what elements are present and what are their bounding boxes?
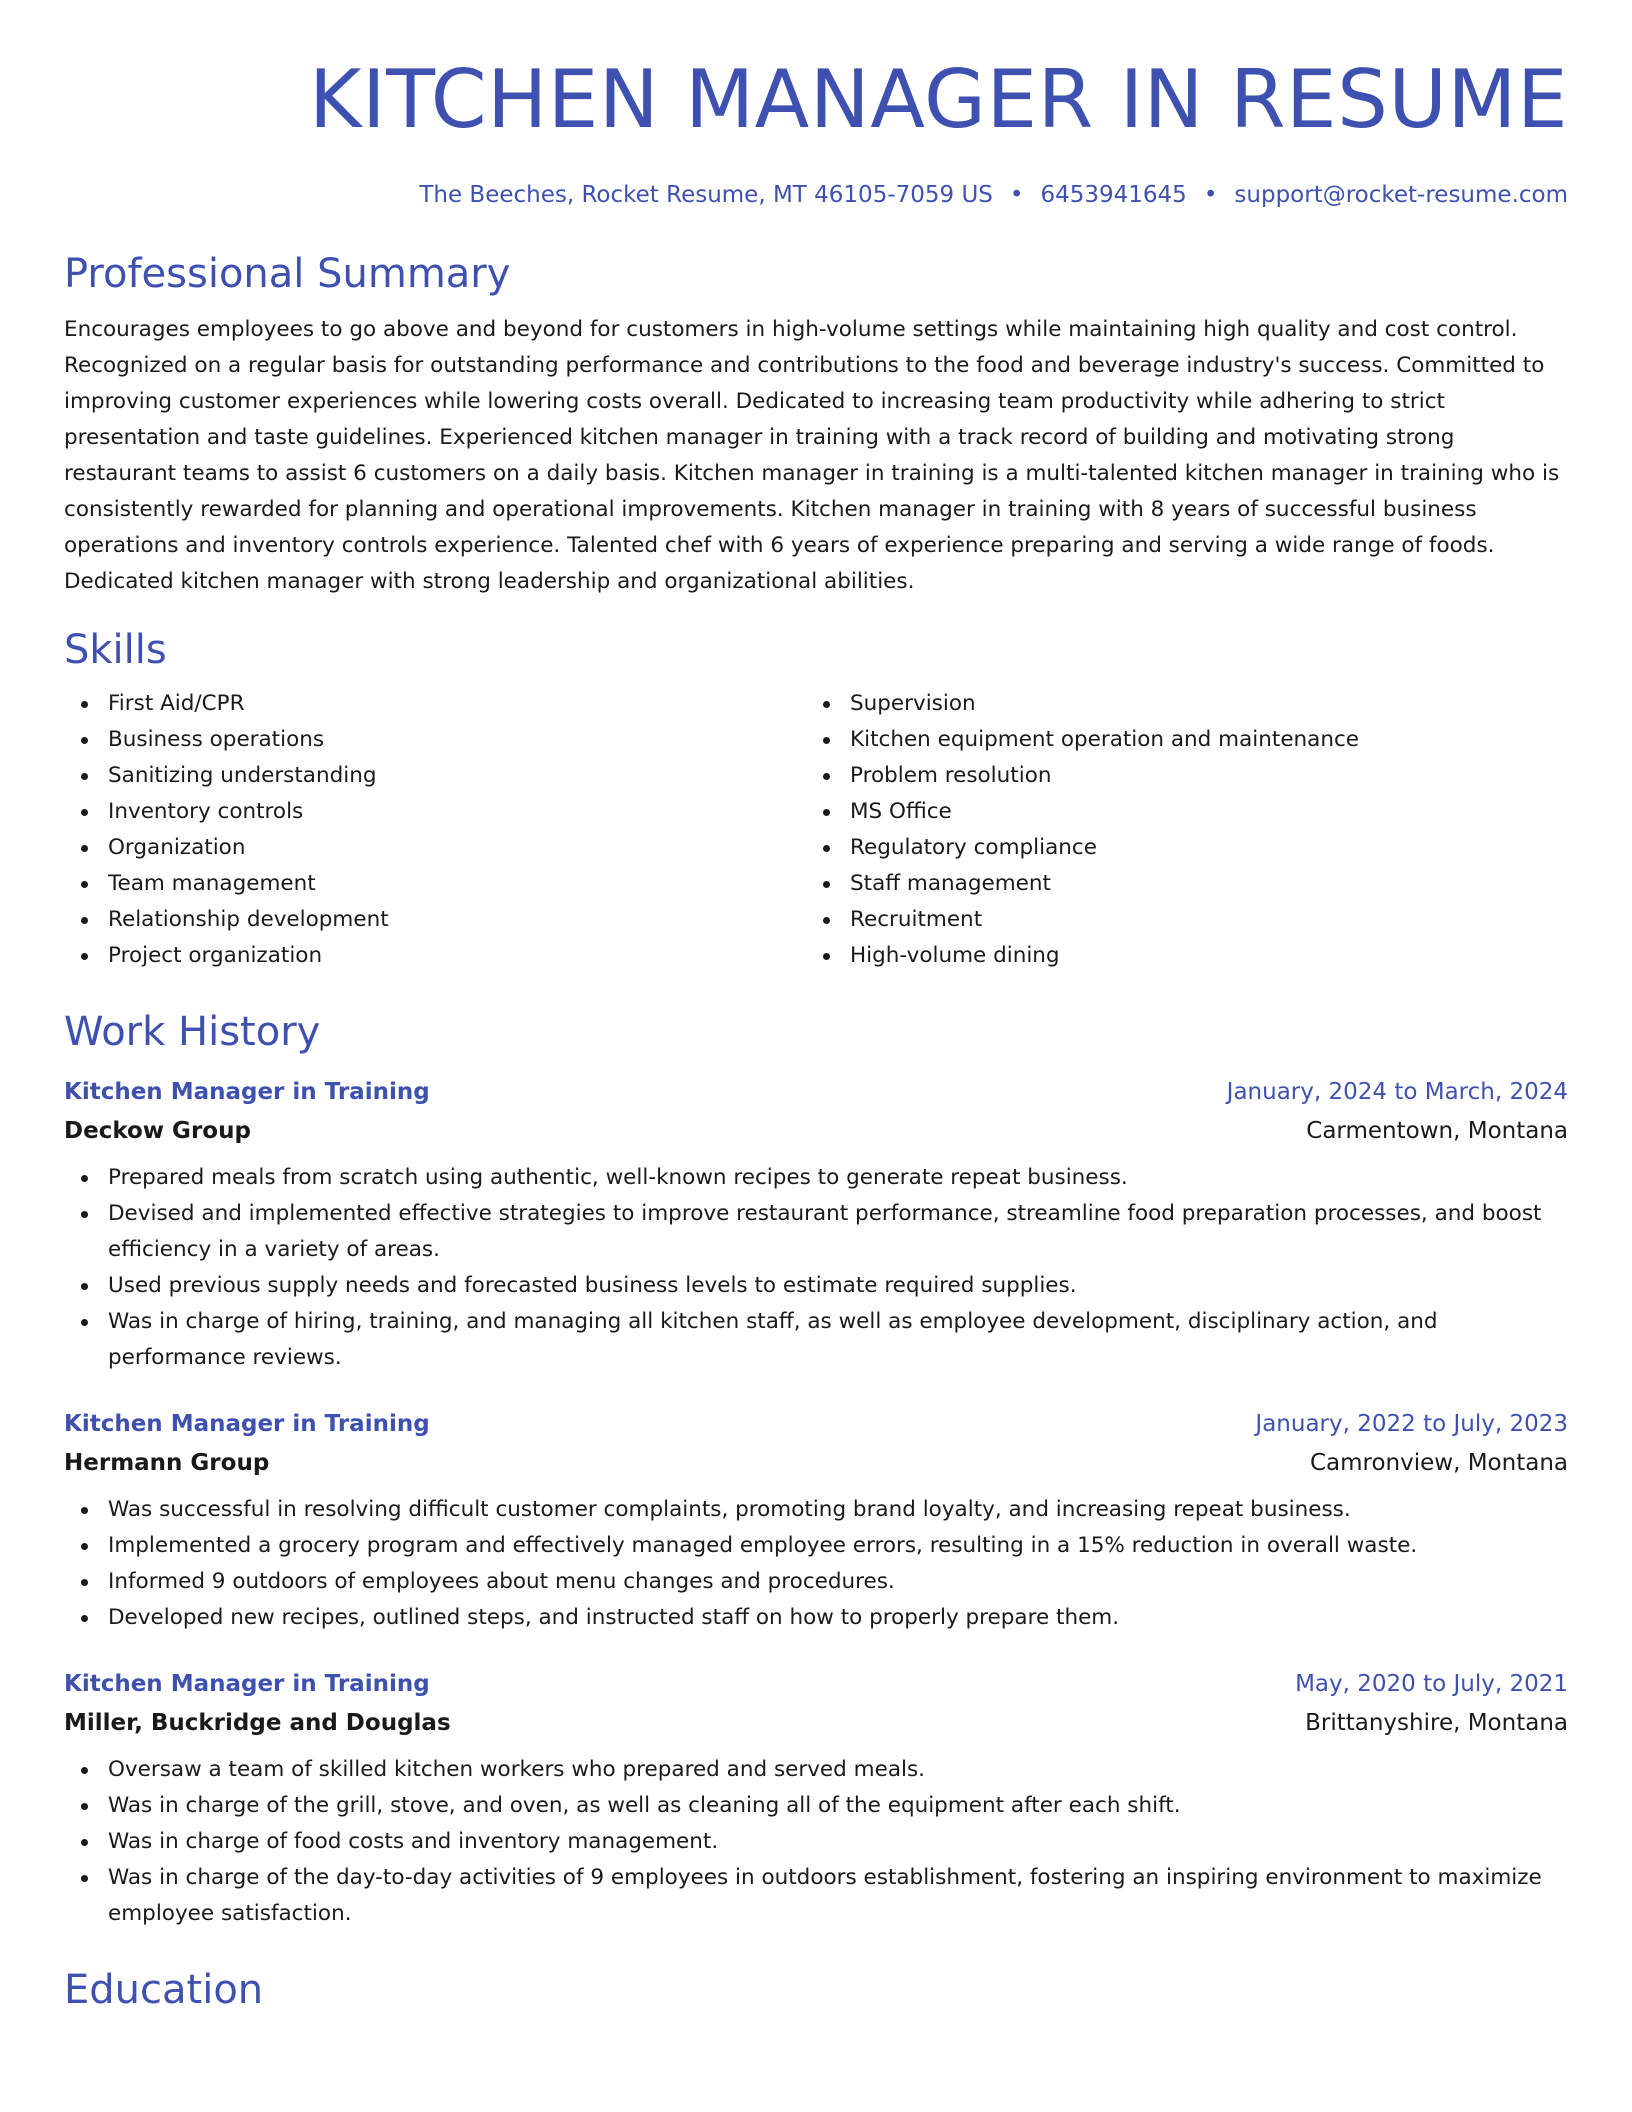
- skill-item: Business operations: [64, 722, 806, 758]
- skill-item: Project organization: [64, 938, 806, 974]
- skills-list: [64, 686, 1568, 974]
- summary-heading: Professional Summary: [64, 251, 511, 297]
- resume-name: KITCHEN MANAGER IN RESUME: [309, 53, 1568, 146]
- job-bullet: Implemented a grocery program and effectively managed employee errors, resulting in a 15% reduction in overall waste.: [64, 1528, 1568, 1564]
- skill-item: Sanitizing understanding: [64, 758, 806, 794]
- skill-item: Staff management: [806, 866, 1548, 902]
- skill-item: Team management: [64, 866, 806, 902]
- job-bullet: Was in charge of the grill, stove, and oven, as well as cleaning all of the equipment after each shift.: [64, 1788, 1568, 1824]
- skill-item: Inventory controls: [64, 794, 806, 830]
- education-heading: Education: [64, 1967, 264, 2013]
- contact-email[interactable]: support@rocket-resume.com: [1234, 182, 1568, 208]
- job-entry: [64, 1406, 1568, 1636]
- skill-item: Supervision: [806, 686, 1548, 722]
- job-subheader: [64, 1110, 1568, 1152]
- job-bullet: Developed new recipes, outlined steps, and instructed staff on how to properly prepare them.: [64, 1600, 1568, 1636]
- job-bullet: Was in charge of hiring, training, and managing all kitchen staff, as well as employee development, disciplinary action, and performance reviews.: [64, 1304, 1568, 1376]
- job-title: Kitchen Manager in Training: [64, 1671, 430, 1697]
- job-company: Miller, Buckridge and Douglas: [64, 1710, 451, 1736]
- job-dates: January, 2022 to July, 2023: [1255, 1411, 1568, 1437]
- contact-phone: 6453941645: [1040, 182, 1187, 208]
- skill-item: First Aid/CPR: [64, 686, 806, 722]
- job-bullet: Was successful in resolving difficult customer complaints, promoting brand loyalty, and increasing repeat business.: [64, 1492, 1568, 1528]
- job-header: [64, 1666, 1568, 1702]
- contact-address: The Beeches, Rocket Resume, MT 46105-7059 US: [419, 182, 993, 208]
- job-company: Hermann Group: [64, 1450, 270, 1476]
- job-title: Kitchen Manager in Training: [64, 1411, 430, 1437]
- skill-item: MS Office: [806, 794, 1548, 830]
- skill-item: Organization: [64, 830, 806, 866]
- job-company: Deckow Group: [64, 1118, 251, 1144]
- job-entry: [64, 1666, 1568, 1932]
- job-bullet: Informed 9 outdoors of employees about menu changes and procedures.: [64, 1564, 1568, 1600]
- job-bullet: Devised and implemented effective strategies to improve restaurant performance, streamline food preparation processes, and boost efficiency in a variety of areas.: [64, 1196, 1568, 1268]
- job-bullet: Was in charge of the day-to-day activities of 9 employees in outdoors establishment, fostering an inspiring environment to maximize employee satisfaction.: [64, 1860, 1568, 1932]
- summary-text: Encourages employees to go above and beyond for customers in high-volume settings while maintaining high quality and cost control. Recognized on a regular basis for outstanding performance and contributions to the food and beverage industry's success. Committed to improving customer experiences while lowering costs overall. Dedicated to increasing team productivity while adhering to strict presentation and taste guidelines. Experienced kitchen manager in training with a track record of building and motivating strong restaurant teams to assist 6 customers on a daily basis. Kitchen manager in training is a multi-talented kitchen manager in training who is consistently rewarded for planning and operational improvements. Kitchen manager in training with 8 years of successful business operations and inventory controls experience. Talented chef with 6 years of experience preparing and serving a wide range of foods. Dedicated kitchen manager with strong leadership and organizational abilities.: [64, 317, 1560, 594]
- skill-item: Regulatory compliance: [806, 830, 1548, 866]
- job-bullets: [64, 1752, 1568, 1932]
- skills-column-left: [64, 686, 806, 974]
- job-dates: January, 2024 to March, 2024: [1226, 1079, 1568, 1105]
- skill-item: Recruitment: [806, 902, 1548, 938]
- contact-separator: •: [1009, 182, 1024, 208]
- job-dates: May, 2020 to July, 2021: [1295, 1671, 1568, 1697]
- job-entry: [64, 1074, 1568, 1376]
- job-subheader: [64, 1442, 1568, 1484]
- job-title: Kitchen Manager in Training: [64, 1079, 430, 1105]
- skill-item: High-volume dining: [806, 938, 1548, 974]
- job-bullets: [64, 1160, 1568, 1376]
- job-header: [64, 1406, 1568, 1442]
- job-header: [64, 1074, 1568, 1110]
- skills-heading: Skills: [64, 627, 167, 673]
- contact-separator: •: [1203, 182, 1218, 208]
- work-history-heading: Work History: [64, 1009, 321, 1055]
- skills-column-right: [806, 686, 1548, 974]
- skill-item: Relationship development: [64, 902, 806, 938]
- job-location: Brittanyshire, Montana: [1305, 1710, 1568, 1736]
- job-subheader: [64, 1702, 1568, 1744]
- job-location: Camronview, Montana: [1309, 1450, 1568, 1476]
- job-bullet: Oversaw a team of skilled kitchen workers who prepared and served meals.: [64, 1752, 1568, 1788]
- job-location: Carmentown, Montana: [1306, 1118, 1568, 1144]
- job-bullets: [64, 1492, 1568, 1636]
- job-bullet: Was in charge of food costs and inventory management.: [64, 1824, 1568, 1860]
- skill-item: Problem resolution: [806, 758, 1548, 794]
- job-bullet: Used previous supply needs and forecasted business levels to estimate required supplies.: [64, 1268, 1568, 1304]
- skill-item: Kitchen equipment operation and maintenance: [806, 722, 1548, 758]
- contact-line: [64, 180, 1568, 210]
- job-bullet: Prepared meals from scratch using authentic, well-known recipes to generate repeat business.: [64, 1160, 1568, 1196]
